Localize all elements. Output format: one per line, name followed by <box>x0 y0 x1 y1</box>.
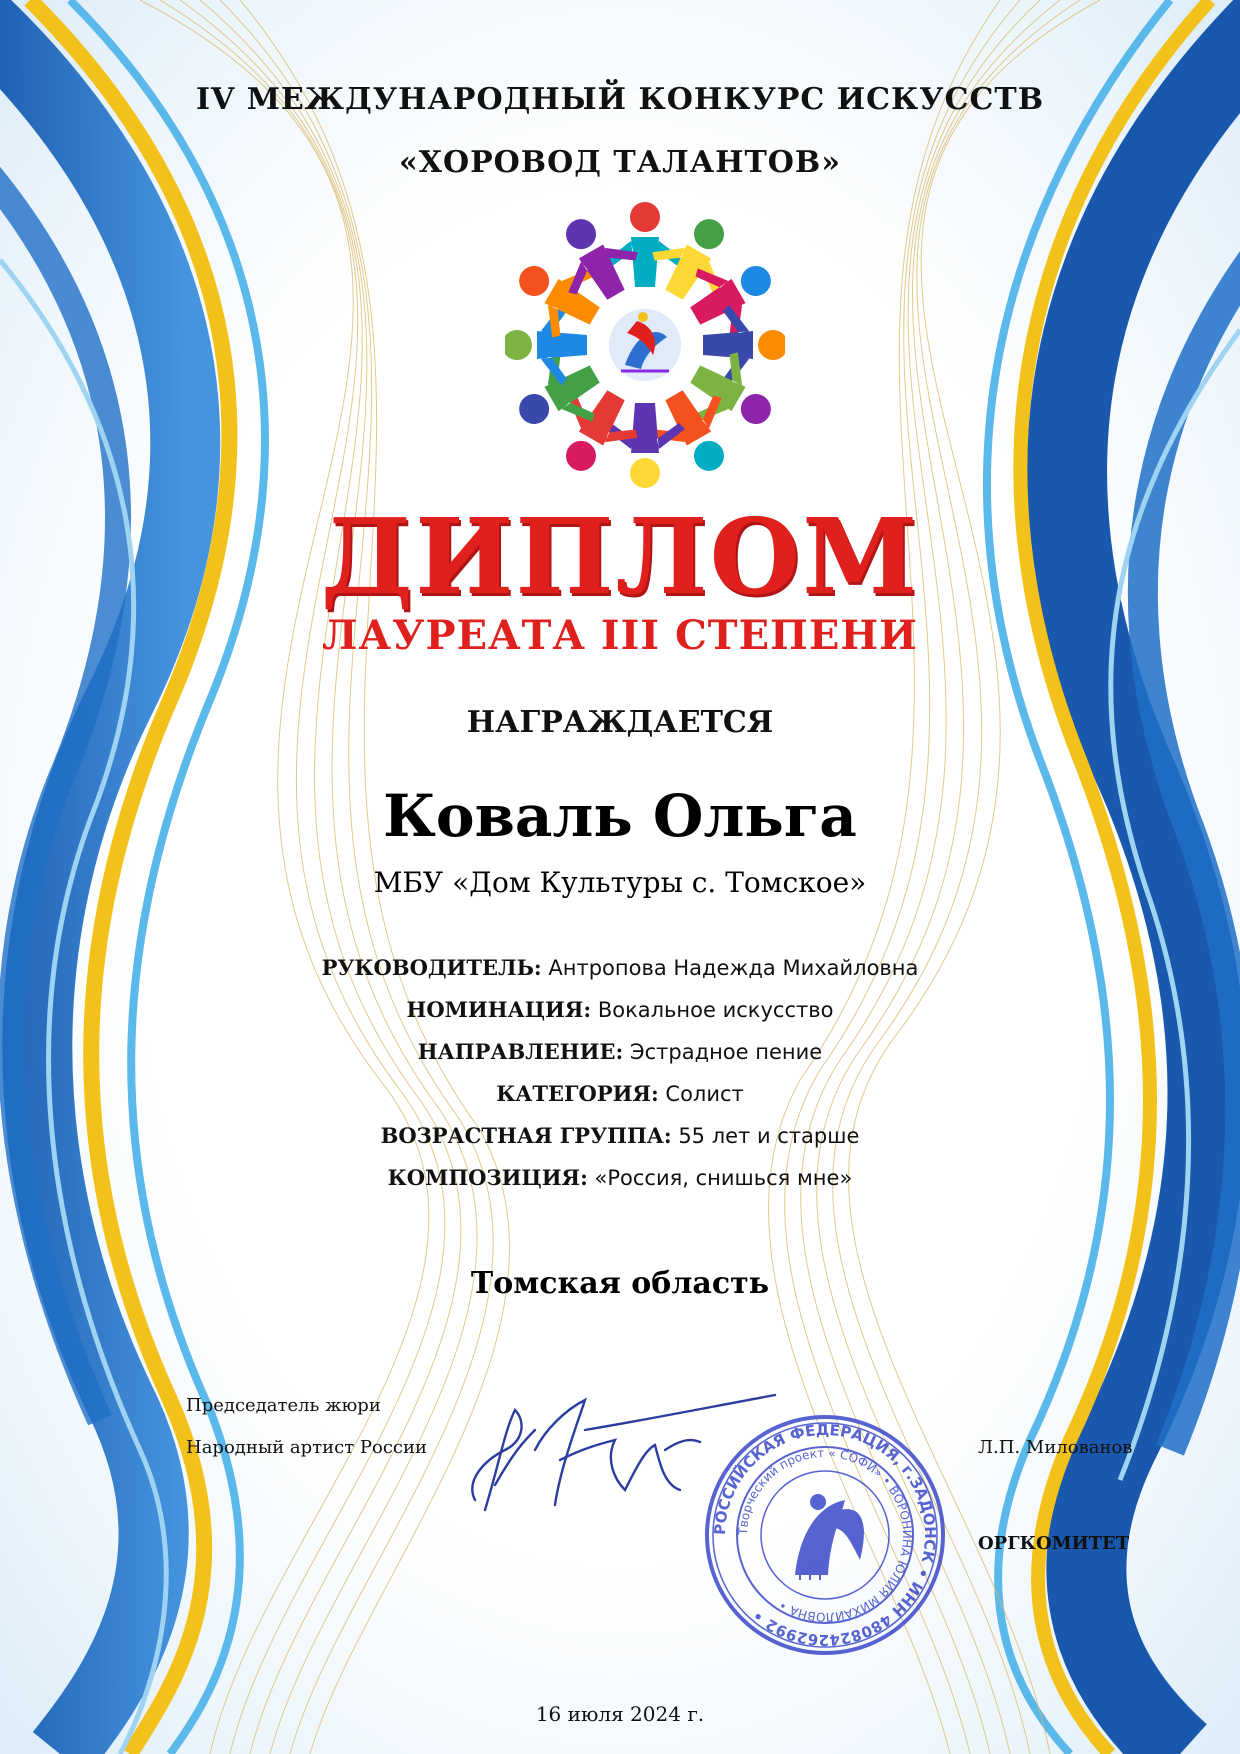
field-value: Антропова Надежда Михайловна <box>548 956 919 980</box>
stamp-outer-text: РОССИЙСКАЯ ФЕДЕРАЦИЯ, г.ЗАДОНСК • ИНН 480824262992 • <box>710 1420 940 1650</box>
field-category <box>0 1081 1240 1106</box>
field-value: Солист <box>665 1082 744 1106</box>
issue-date: 16 июля 2024 г. <box>535 1702 705 1726</box>
orgcommittee-label: ОРГКОМИТЕТ <box>978 1533 1130 1554</box>
field-label: НОМИНАЦИЯ: <box>406 997 592 1022</box>
stamp-inner-text: Творческий проект « СОФИ» • ВОРОНИНА ЮЛИЯ МИХАЙЛОВНА • <box>735 1445 915 1625</box>
field-composition <box>0 1165 1240 1190</box>
field-value: Эстрадное пение <box>629 1040 823 1064</box>
field-value: «Россия, снишься мне» <box>594 1166 853 1190</box>
field-label: ВОЗРАСТНАЯ ГРУППА: <box>380 1123 672 1148</box>
round-stamp <box>700 1410 950 1660</box>
field-value: Вокальное искусство <box>597 998 834 1022</box>
region: Томская область <box>470 1266 770 1301</box>
diploma-subtitle: ЛАУРЕАТА III СТЕПЕНИ <box>322 612 918 659</box>
field-direction <box>0 1039 1240 1064</box>
round-dance-people-logo <box>505 190 785 500</box>
jury-chair-name: Л.П. Милованов <box>978 1437 1133 1458</box>
diploma-title: ДИПЛОМ <box>320 495 920 618</box>
field-label: КАТЕГОРИЯ: <box>496 1081 659 1106</box>
competition-name: «ХОРОВОД ТАЛАНТОВ» <box>398 145 842 180</box>
field-nomination <box>0 997 1240 1022</box>
dancers-emblem-icon <box>609 309 681 381</box>
jury-title-label: Народный артист России <box>186 1437 427 1458</box>
jury-chair-label: Председатель жюри <box>186 1395 381 1416</box>
field-age-group <box>0 1123 1240 1148</box>
awarded-label: НАГРАЖДАЕТСЯ <box>466 705 774 740</box>
field-value: 55 лет и старше <box>678 1124 860 1148</box>
field-label: КОМПОЗИЦИЯ: <box>387 1165 588 1190</box>
field-label: НАПРАВЛЕНИЕ: <box>417 1039 624 1064</box>
stamp-dancer-emblem-icon <box>795 1494 864 1580</box>
field-leader <box>0 955 1240 980</box>
field-label: РУКОВОДИТЕЛЬ: <box>321 955 542 980</box>
recipient-name: Коваль Ольга <box>383 782 857 850</box>
competition-title: IV МЕЖДУНАРОДНЫЙ КОНКУРС ИСКУССТВ <box>195 82 1045 117</box>
organization-name: МБУ «Дом Культуры с. Томское» <box>373 866 867 899</box>
